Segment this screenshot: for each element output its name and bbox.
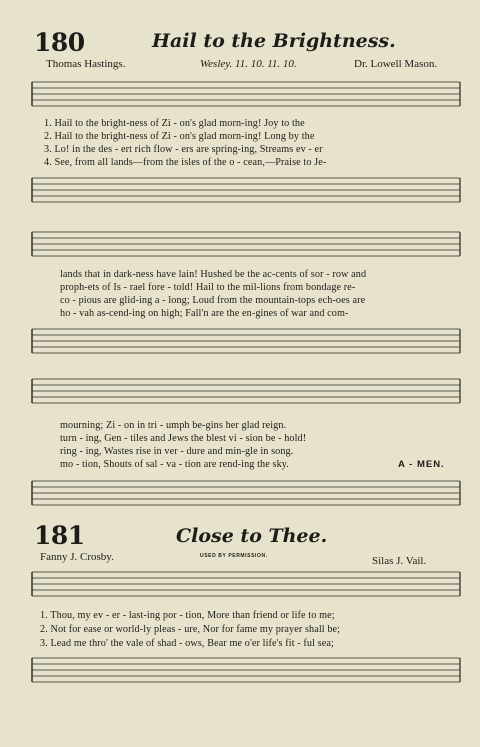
lyric-verse-1: mourning; Zi - on in tri - umph be-gins her glad reign. (60, 420, 287, 431)
lyric-verse-2: 2. Hail to the bright-ness of Zi - on's glad morn-ing! Long by the (44, 131, 315, 142)
lyric-verse-2: 2. Not for ease or world-ly pleas - ure, Nor for fame my prayer shall be; (40, 624, 341, 635)
amen-label: A - MEN. (398, 459, 445, 470)
hymn-composer: Silas J. Vail. (372, 555, 427, 567)
lyric-verse-1: 1. Hail to the bright-ness of Zi - on's glad morn-ing! Joy to the (44, 118, 305, 129)
lyric-verse-1: 1. Thou, my ev - er - last-ing por - tion, More than friend or life to me; (40, 610, 335, 621)
hymn-author: Fanny J. Crosby. (40, 551, 114, 563)
lyric-verse-3: 3. Lo! in the des - ert rich flow - ers are spring-ing, Streams ev - er (44, 144, 323, 155)
treble-staff (0, 566, 480, 606)
hymn-title: Hail to the Brightness. (152, 30, 396, 52)
lyric-verse-2: proph-ets of Is - rael fore - told! Hail to the mil-lions from bondage re- (60, 282, 356, 293)
treble-staff (0, 76, 480, 116)
lyric-verse-3: co - pious are glid-ing a - long; Loud from the mountain-tops ech-oes are (60, 295, 366, 306)
lyric-verse-4: ho - vah as-cend-ing on high; Fall'n are the en-gines of war and com- (60, 308, 349, 319)
lyric-verse-2: turn - ing, Gen - tiles and Jews the blest vi - sion be - hold! (60, 433, 307, 444)
lyric-verse-4: 4. See, from all lands—from the isles of the o - cean,—Praise to Je- (44, 157, 327, 168)
hymn-title: Close to Thee. (176, 525, 328, 547)
permission-note: USED BY PERMISSION. (200, 553, 268, 559)
lyric-verse-4: mo - tion, Shouts of sal - va - tion are rend-ing the sky. (60, 459, 289, 470)
hymn-number: 180 (34, 28, 85, 57)
lyric-verse-3: 3. Lead me thro' the vale of shad - ows, Bear me o'er life's fit - ful sea; (40, 638, 334, 649)
bass-staff (0, 172, 480, 212)
hymn-composer: Dr. Lowell Mason. (354, 58, 438, 70)
hymn-number: 181 (34, 521, 85, 550)
bass-staff (0, 475, 480, 515)
treble-staff (0, 373, 480, 413)
hymn-tune-meter: Wesley. 11. 10. 11. 10. (200, 58, 297, 70)
treble-staff (0, 226, 480, 266)
bass-staff (0, 323, 480, 363)
bass-staff (0, 652, 480, 692)
lyric-verse-3: ring - ing, Wastes rise in ver - dure and min-gle in song. (60, 446, 294, 457)
lyric-verse-1: lands that in dark-ness have lain! Hushed be the ac-cents of sor - row and (60, 269, 367, 280)
hymn-author: Thomas Hastings. (46, 58, 126, 70)
